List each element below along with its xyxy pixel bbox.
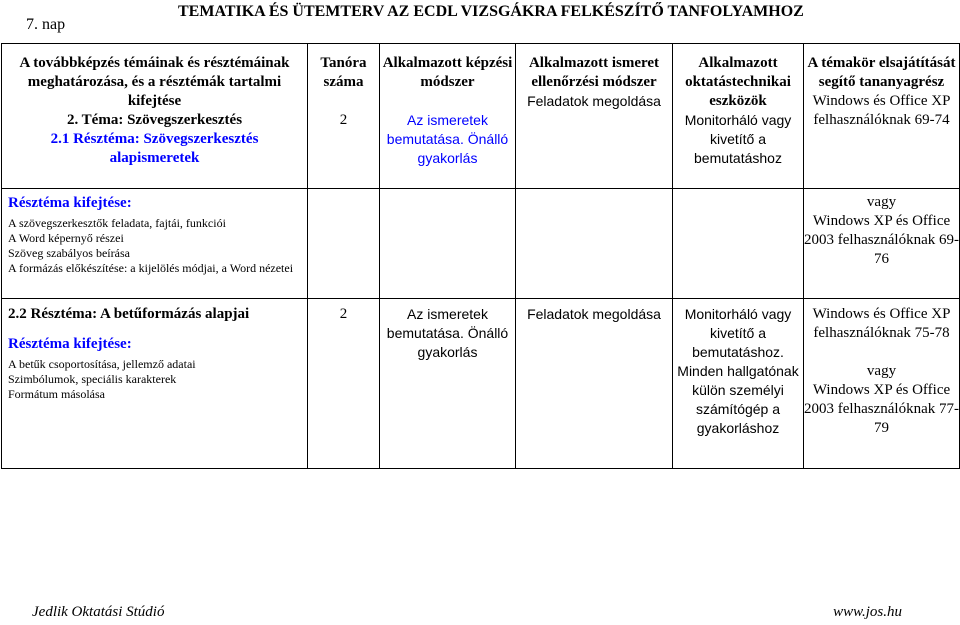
table-row [2,189,960,299]
tools-cell [673,44,804,189]
tools-value: Monitorháló vagy kivetítő a bemutatáshoz. Minden hallgatónak külön személyi számítógép a gyakorláshoz [677,306,799,436]
page-header [0,0,960,44]
footer-website: www.jos.hu [833,604,902,620]
hours-value: 2 [339,112,348,128]
column-header-material: A témakör elsajátítását segítő tananyagrész [807,55,956,90]
material-cell [804,189,960,299]
document-title: TEMATIKA ÉS ÜTEMTERV AZ ECDL VIZSGÁKRA FELKÉSZÍTŐ TANFOLYAMHOZ [178,3,804,20]
topic-cell [2,299,308,469]
column-header-topic: A továbbképzés témáinak és résztémáinak meghatározása, és a résztémák tartalmi kifejtése [19,55,290,109]
material-value: Windows XP és Office 2003 felhasználóknak 69-76 [804,213,959,267]
column-header-tools: Alkalmazott oktatástechnikai eszközök [685,55,791,109]
list-item: Szimbólumok, speciális karakterek [8,372,177,386]
tools-value: Monitorháló vagy kivetítő a bemutatáshoz [684,112,792,166]
column-header-method: Alkalmazott képzési módszer [382,55,513,90]
material-value: Windows és Office XP felhasználóknak 69-74 [812,93,951,128]
method-cell [380,44,516,189]
method-value: Az ismeretek bemutatása. Önálló gyakorlás [386,306,509,360]
list-item: A Word képernyő részei [8,231,124,245]
check-value: Feladatok megoldása [527,93,661,109]
topic-cell [2,44,308,189]
hours-value: 2 [339,306,348,322]
column-header-hours: Tanóra száma [320,55,367,90]
footer-publisher: Jedlik Oktatási Stúdió [32,604,165,620]
check-cell [516,44,673,189]
subtopic-title: 2.2 Résztéma: A betűformázás alapjai [8,306,250,322]
schedule-table [1,43,960,469]
hours-cell [308,44,380,189]
topic-title: 2. Téma: Szövegszerkesztés [66,112,243,128]
list-item: Formátum másolása [8,387,105,401]
material-value: Windows és Office XP felhasználóknak 75-78 [812,306,951,341]
check-value: Feladatok megoldása [527,306,661,322]
day-label: 7. nap [26,16,66,33]
tools-cell [673,299,804,469]
list-item: A betűk csoportosítása, jellemző adatai [8,357,196,371]
list-item: A formázás előkészítése: a kijelölés módjai, a Word nézetei [8,261,294,275]
material-or: vagy [866,363,897,379]
table-row [2,44,960,189]
topic-detail-cell [2,189,308,299]
detail-label: Résztéma kifejtése: [8,195,132,211]
subtopic-title: 2.1 Résztéma: Szövegszerkesztés alapismeretek [50,131,259,166]
material-cell [804,44,960,189]
method-cell [380,299,516,469]
table-row [2,299,960,469]
column-header-check: Alkalmazott ismeret ellenőrzési módszer [528,55,660,90]
hours-cell [308,299,380,469]
material-value: Windows XP és Office 2003 felhasználóknak 77-79 [804,382,959,436]
material-or: vagy [866,194,897,210]
list-item: Szöveg szabályos beírása [8,246,130,260]
method-value: Az ismeretek bemutatása. Önálló gyakorlás [386,112,509,166]
detail-label: Résztéma kifejtése: [8,336,132,352]
material-cell [804,299,960,469]
check-cell [516,299,673,469]
list-item: A szövegszerkesztők feladata, fajtái, funkciói [8,216,226,230]
